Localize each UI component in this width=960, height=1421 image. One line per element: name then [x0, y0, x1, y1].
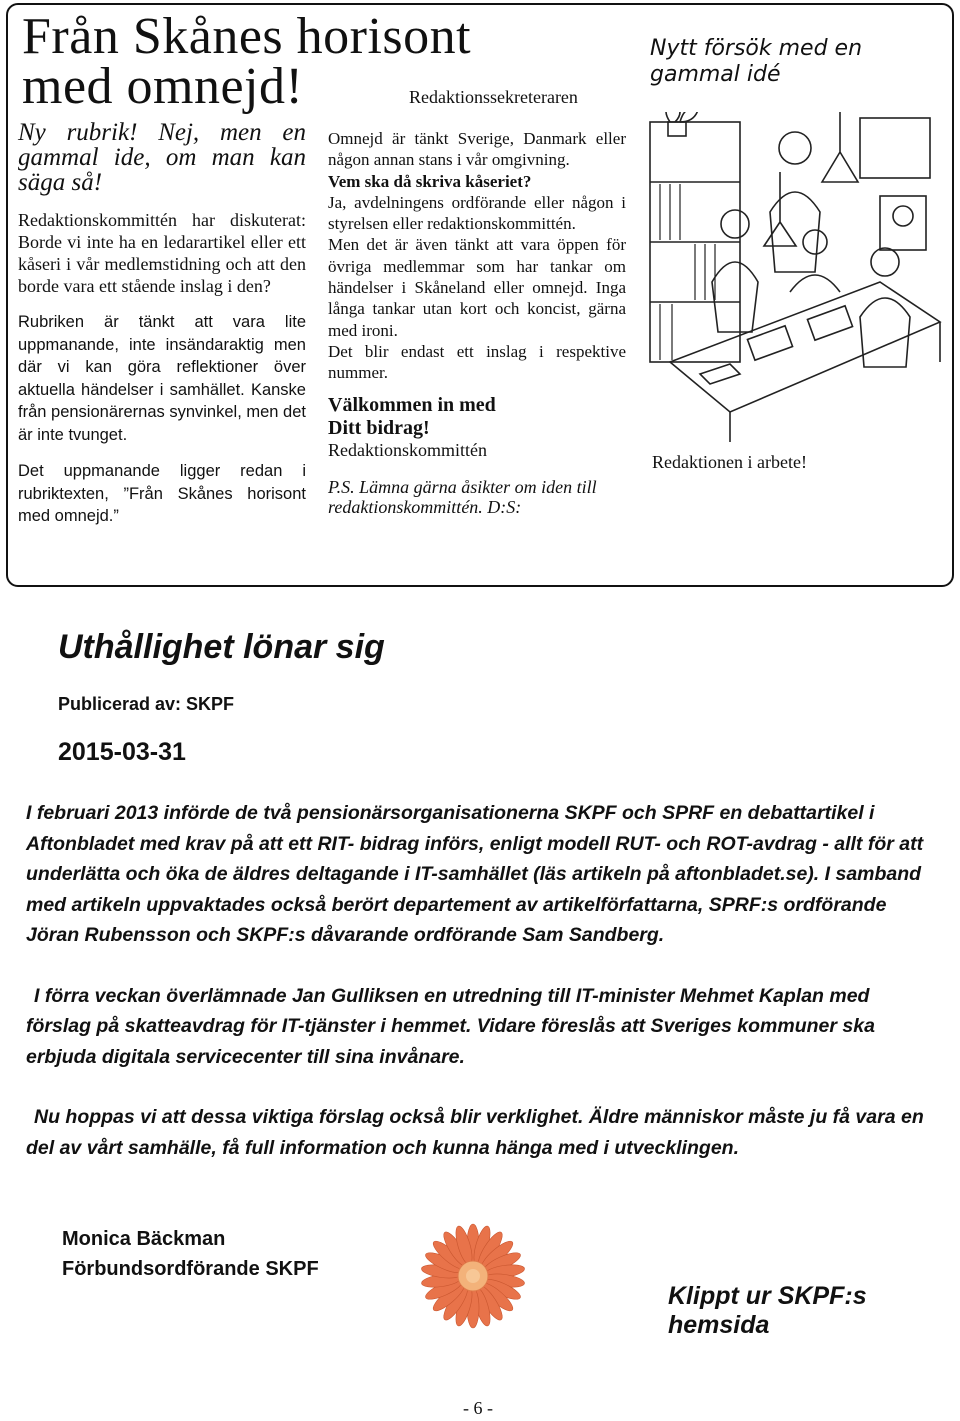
flower-icon: [418, 1220, 528, 1332]
byline: Redaktionssekreteraren: [409, 87, 578, 107]
col1-paragraph-2: Rubriken är tänkt att vara lite uppmanande, inte insändaraktig men där vi kan göra reflektioner över aktuella händelser i samhället. Kanske från pensionärernas synvinkel, men det är inte tvunget.: [18, 313, 306, 444]
welcome-text: [328, 394, 626, 440]
col3-heading: [650, 36, 948, 88]
col3-heading-line-2: gammal idé: [650, 62, 781, 87]
author-title: Förbundsordförande SKPF: [62, 1258, 319, 1280]
illustration-caption: Redaktionen i arbete!: [652, 452, 807, 472]
article-date: 2015-03-31: [58, 738, 186, 766]
article-title: Uthållighet lönar sig: [58, 628, 385, 666]
column-2: [328, 128, 626, 535]
col2-question: Vem ska då skriva kåseriet?: [328, 171, 532, 191]
column-3: [650, 36, 948, 88]
col1-paragraph-3: Det uppmanande ligger redan i rubriktexten, ”Från Skånes horisont med omnejd.”: [18, 462, 306, 525]
article-author: [62, 1224, 319, 1284]
welcome-line-2: Ditt bidrag!: [328, 416, 430, 439]
col2-paragraph-1: Omnejd är tänkt Sverige, Danmark eller någon annan stans i vår omgivning.: [328, 129, 626, 170]
col2-signature: Redaktionskommittén: [328, 439, 487, 460]
newsletter-title: [22, 8, 472, 115]
article-body: [26, 798, 932, 1163]
source-note: Klippt ur SKPF:s hemsida: [668, 1282, 867, 1339]
article-paragraph-3: Nu hoppas vi att dessa viktiga förslag också blir verklighet. Äldre människor måste ju få vara en del av vårt samhälle, få full information och kunna hänga med i utvecklingen.: [26, 1106, 924, 1159]
col2-answer-1: Ja, avdelningens ordförande eller någon i styrelsen eller redaktionskommittén.: [328, 192, 626, 234]
author-name: Monica Bäckman: [62, 1228, 226, 1250]
postscript: P.S. Lämna gärna åsikter om iden till redaktionskommittén. D:S:: [328, 476, 597, 517]
col1-paragraph-1: Redaktionskommittén har diskuterat: Borde vi inte ha en ledarartikel eller ett kåseri i vår medlemstidning och att den borde vara ett stående inslag i den?: [18, 210, 306, 296]
col2-answer-2: Men det är även tänkt att vara öppen för övriga medlemmar som har tankar om händelser i Skåneland eller omnejd. Inga långa tankar utan kort och koncist, gärna med ironi.: [328, 235, 626, 340]
welcome-line-1: Välkommen in med: [328, 393, 496, 416]
article-paragraph-1: I februari 2013 införde de två pensionärsorganisationerna SKPF och SPRF en debattartikel i Aftonbladet med krav på att ett RIT- bidrag införs, enligt modell RUT- och ROT-avdrag - allt för att underlätta och öka de äldres deltagande i IT-samhället (läs artikeln på aftonbladet.se). I samband med artikeln uppvaktades också berört departement av artikelförfattarna, SPRF:s ordförande Jöran Rubensson och SKPF:s dåvarande ordförande Sam Sandberg.: [26, 802, 924, 946]
column-1: [18, 120, 306, 542]
title-line-2: med omnejd!: [22, 58, 304, 115]
subhead: Ny rubrik! Nej, men en gammal ide, om man kan säga så!: [18, 119, 306, 196]
col2-answer-3: Det blir endast ett inslag i respektive nummer.: [328, 341, 626, 383]
page-number: - 6 -: [463, 1398, 493, 1418]
col3-heading-line-1: Nytt försök med en: [650, 36, 863, 61]
article-publisher: Publicerad av: SKPF: [58, 694, 235, 714]
title-line-1: Från Skånes horisont: [22, 8, 472, 65]
article-paragraph-2: I förra veckan överlämnade Jan Gulliksen en utredning till IT-minister Mehmet Kaplan med förslag på skatteavdrag för IT-tjänster i hemmet. Vidare föreslås att Sveriges kommuner ska erbjuda digitala servicecenter till sina invånare.: [26, 984, 875, 1068]
editorial-team-illustration: [640, 112, 950, 444]
